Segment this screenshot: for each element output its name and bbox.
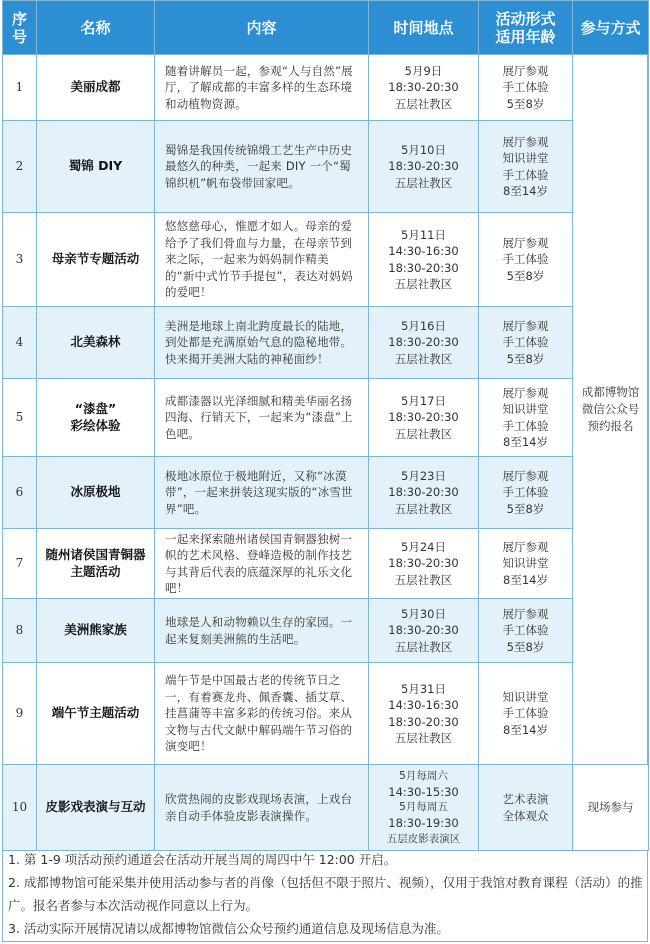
time-place-line: 5月24日 — [401, 539, 446, 554]
note-item: 1. 第 1-9 项活动预约通道会在活动开展当周的周四中午 12:00 开启。 — [8, 852, 397, 867]
form-age-line: 8至14岁 — [503, 184, 548, 198]
activity-name: 母亲节专题活动 — [37, 213, 155, 307]
table-header-row — [3, 1, 649, 55]
form-age-line: 5至8岁 — [506, 501, 545, 516]
form-age-line: 知识讲堂 — [502, 151, 549, 165]
notes — [4, 848, 648, 940]
time-place-line: 五层社教区 — [394, 572, 453, 587]
time-place-line: 5月每周六 — [399, 769, 448, 782]
table-row — [3, 599, 649, 663]
time-place-line: 18:30-20:30 — [388, 335, 459, 350]
form-age-line: 展厅参观 — [502, 385, 549, 400]
activity-content: 端午节是中国最古老的传统节日之一，有着赛龙舟、佩香囊、插艾草、挂菖蒲等丰富多彩的传统习俗。来从文物与古代文献中解码端午节习俗的演变吧！ — [155, 663, 369, 765]
form-age-line: 展厅参观 — [502, 318, 549, 333]
activity-name: 美洲熊家族 — [37, 599, 155, 663]
time-place — [369, 663, 479, 765]
join-method: 现场参与 — [573, 765, 649, 851]
form-age-line: 知识讲堂 — [502, 689, 549, 704]
time-place-line: 五层社教区 — [394, 277, 453, 291]
header-content: 内容 — [155, 1, 369, 55]
activity-content: 一起来探索随州诸侯国青铜器独树一帜的艺术风格、登峰造极的制作技艺与其背后代表的底蕴深厚的礼乐文化吧！ — [155, 529, 369, 599]
activity-name: 皮影戏表演与互动 — [37, 765, 155, 851]
activity-name: 美丽成都 — [37, 55, 155, 121]
time-place-line: 5月31日 — [401, 681, 446, 696]
form-age-line: 5至8岁 — [506, 351, 545, 366]
time-place-line: 18:30-20:30 — [388, 159, 459, 174]
table-row — [3, 379, 649, 457]
time-place-line: 5月9日 — [404, 63, 443, 78]
form-age — [479, 121, 573, 213]
time-place-line: 14:30-16:30 — [388, 698, 459, 712]
time-place-line: 18:30-19:30 — [388, 816, 459, 830]
form-age-line: 展厅参观 — [502, 63, 549, 78]
time-place — [369, 599, 479, 663]
row-number: 8 — [3, 599, 37, 663]
time-place-line: 5月17日 — [401, 393, 446, 408]
form-age — [479, 599, 573, 663]
form-age-line: 知识讲堂 — [502, 556, 549, 571]
form-age-line: 展厅参观 — [502, 134, 549, 149]
table-row — [3, 55, 649, 121]
time-place-line: 五层社教区 — [394, 175, 453, 190]
time-place-line: 5月10日 — [401, 142, 446, 157]
row-number: 10 — [3, 765, 37, 851]
time-place-line: 五层社教区 — [394, 96, 453, 111]
activity-content: 随着讲解员一起，参观“人与自然”展厅，了解成都的丰富多样的生态环境和动植物资源。 — [155, 55, 369, 121]
form-age-line: 知识讲堂 — [502, 402, 549, 416]
activity-content: 地球是人和动物赖以生存的家园。一起来复刻美洲熊的生活吧。 — [155, 599, 369, 663]
time-place — [369, 121, 479, 213]
form-age-line: 展厅参观 — [502, 235, 549, 250]
time-place-line: 五层皮影表演区 — [386, 832, 461, 845]
table-row — [3, 765, 649, 851]
time-place-line: 5月30日 — [401, 606, 446, 621]
time-place — [369, 55, 479, 121]
time-place-line: 18:30-20:30 — [388, 80, 459, 95]
table-row — [3, 529, 649, 599]
form-age-line: 手工体验 — [502, 252, 549, 267]
activity-name: 北美森林 — [37, 307, 155, 379]
form-age-line: 8至14岁 — [503, 722, 548, 737]
table-row — [3, 213, 649, 307]
time-place-line: 14:30-16:30 — [388, 244, 459, 258]
form-age-line: 手工体验 — [502, 706, 549, 721]
time-place — [369, 529, 479, 599]
form-age-line: 5至8岁 — [506, 96, 545, 111]
row-number: 2 — [3, 121, 37, 213]
activity-content: 蜀锦是我国传统锦缎工艺生产中历史最悠久的种类，一起来 DIY 一个“蜀锦织机”帆布袋带回家吧。 — [155, 121, 369, 213]
form-age-line: 手工体验 — [502, 335, 549, 350]
join-method: 成都博物馆 微信公众号 预约报名 — [573, 55, 649, 765]
time-place-line: 18:30-20:30 — [388, 623, 459, 638]
row-number: 7 — [3, 529, 37, 599]
table-row — [3, 121, 649, 213]
form-age-line: 手工体验 — [502, 418, 549, 433]
time-place-line: 18:30-20:30 — [388, 260, 459, 275]
form-age-line: 8至14岁 — [503, 572, 548, 587]
time-place-line: 18:30-20:30 — [388, 714, 459, 729]
form-age-line: 展厅参观 — [502, 468, 549, 483]
row-number: 4 — [3, 307, 37, 379]
form-age-line: 5至8岁 — [506, 639, 545, 654]
time-place-line: 五层社教区 — [394, 731, 453, 745]
form-age — [479, 307, 573, 379]
form-age — [479, 457, 573, 529]
activity-content: 极地冰原位于极地附近，又称“冰漠带”，一起来拼装这现实版的“冰雪世界”吧。 — [155, 457, 369, 529]
form-age-line: 展厅参观 — [502, 606, 549, 621]
form-age-line: 5至8岁 — [506, 268, 545, 283]
time-place-line: 五层社教区 — [394, 426, 453, 441]
activity-name: 冰原极地 — [37, 457, 155, 529]
form-age — [479, 55, 573, 121]
form-age-line: 手工体验 — [502, 80, 549, 95]
activity-table — [2, 0, 649, 851]
time-place — [369, 765, 479, 851]
time-place-line: 5月16日 — [401, 318, 446, 333]
row-number: 1 — [3, 55, 37, 121]
header-name: 名称 — [37, 1, 155, 55]
form-age-line: 艺术表演 — [502, 792, 549, 806]
row-number: 3 — [3, 213, 37, 307]
activity-content: 悠悠慈母心，惟愿才如人。母亲的爱给予了我们骨血与力量，在母亲节到来之际，一起来为妈妈制作精美的“新中式竹节手提包”，表达对妈妈的爱吧！ — [155, 213, 369, 307]
activity-name: “漆盘” 彩绘体验 — [37, 379, 155, 457]
time-place — [369, 379, 479, 457]
row-number: 5 — [3, 379, 37, 457]
time-place-line: 14:30-15:30 — [388, 784, 459, 799]
form-age-line: 8至14岁 — [503, 435, 548, 449]
time-place-line: 5月每周五 — [399, 801, 448, 813]
header-form-age: 活动形式 适用年龄 — [479, 1, 573, 55]
table-row — [3, 457, 649, 529]
form-age-line: 全体观众 — [502, 808, 549, 823]
activity-name: 蜀锦 DIY — [37, 121, 155, 213]
form-age-line: 手工体验 — [502, 485, 549, 500]
form-age — [479, 765, 573, 851]
activity-name: 随州诸侯国青铜器 主题活动 — [37, 529, 155, 599]
form-age-line: 手工体验 — [502, 623, 549, 638]
time-place-line: 五层社教区 — [394, 639, 453, 654]
time-place-line: 五层社教区 — [394, 351, 453, 366]
time-place-line: 18:30-20:30 — [388, 410, 459, 425]
time-place-line: 5月11日 — [401, 227, 446, 242]
form-age — [479, 213, 573, 307]
table-row — [3, 663, 649, 765]
time-place-line: 五层社教区 — [394, 501, 453, 516]
header-seq: 序 号 — [3, 1, 37, 55]
note-item: 3. 活动实际开展情况请以成都博物馆微信公众号预约通道信息及现场信息为准。 — [8, 921, 449, 936]
form-age — [479, 663, 573, 765]
activity-name: 端午节主题活动 — [37, 663, 155, 765]
time-place-line: 18:30-20:30 — [388, 485, 459, 500]
row-number: 9 — [3, 663, 37, 765]
time-place — [369, 307, 479, 379]
form-age-line: 展厅参观 — [502, 539, 549, 554]
activity-content: 欣赏热闹的皮影戏现场表演，上戏台亲自动手体验皮影表演操作。 — [155, 765, 369, 851]
row-number: 6 — [3, 457, 37, 529]
header-join: 参与方式 — [573, 1, 649, 55]
time-place-line: 5月23日 — [401, 468, 446, 483]
activity-content: 美洲是地球上南北跨度最长的陆地，到处都是充满原始气息的隐秘地带。快来揭开美洲大陆的神秘面纱！ — [155, 307, 369, 379]
time-place — [369, 457, 479, 529]
note-item: 2. 成都博物馆可能采集并使用活动参与者的肖像（包括但不限于照片、视频），仅用于我馆对教育课程（活动）的推广。报名者参与本次活动视作同意以上行为。 — [8, 875, 643, 913]
header-time-place: 时间地点 — [369, 1, 479, 55]
form-age — [479, 379, 573, 457]
form-age — [479, 529, 573, 599]
activity-content: 成都漆器以光泽细腻和精美华丽名扬四海、行销天下，一起来为“漆盘”上色吧。 — [155, 379, 369, 457]
form-age-line: 手工体验 — [502, 167, 549, 182]
time-place-line: 18:30-20:30 — [388, 556, 459, 571]
time-place — [369, 213, 479, 307]
table-row — [3, 307, 649, 379]
